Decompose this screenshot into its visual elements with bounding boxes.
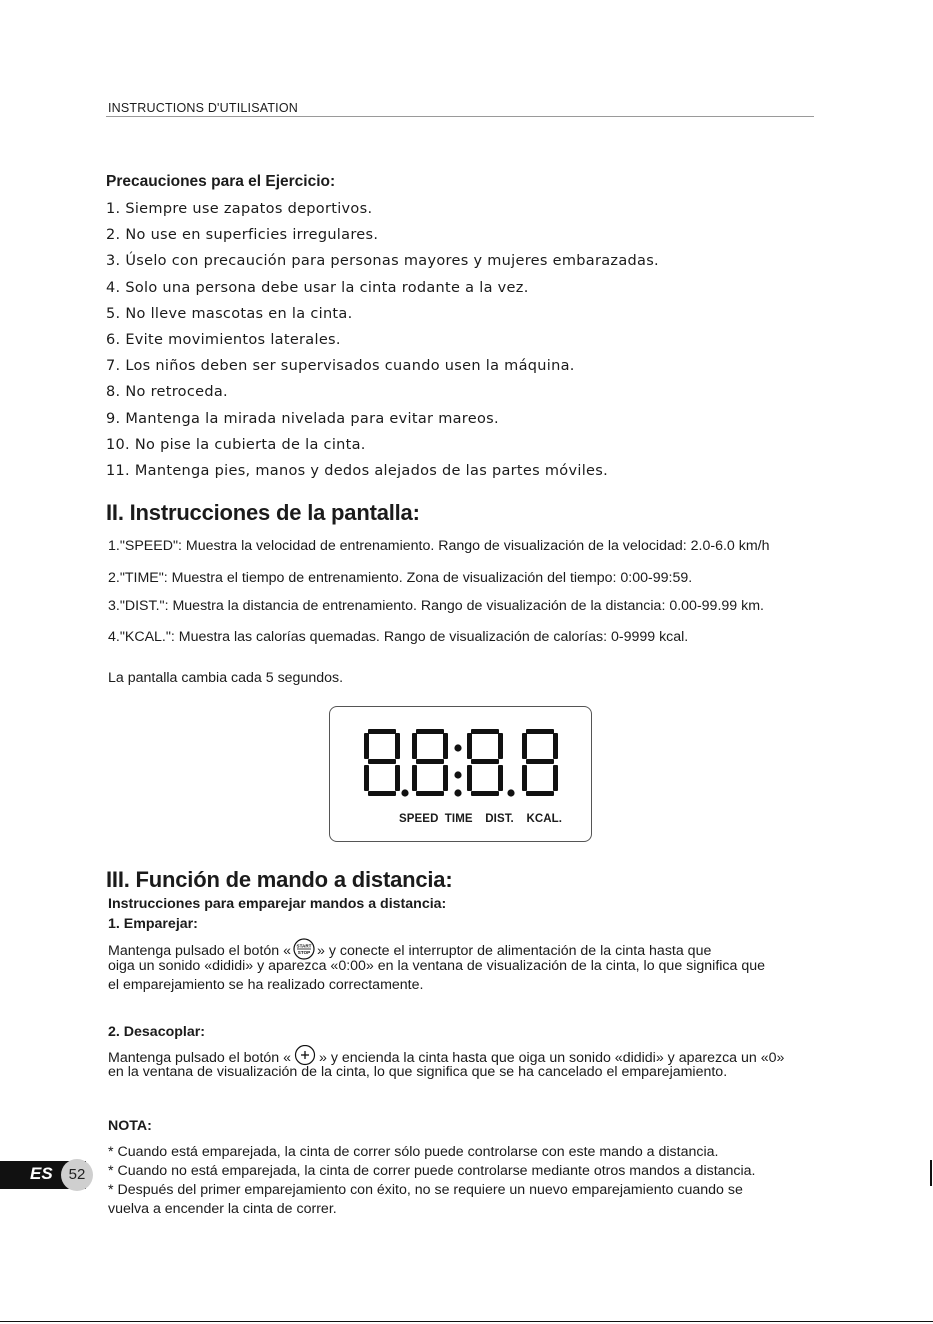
list-item: 10. No pise la cubierta de la cinta. bbox=[106, 436, 366, 453]
unpair-line-2: en la ventana de visualización de la cinta, lo que significa que se ha cancelado el emparejamiento. bbox=[108, 1064, 728, 1080]
display-section-heading: II. Instrucciones de la pantalla: bbox=[106, 500, 420, 525]
nota-list bbox=[108, 1143, 756, 1219]
list-item: * Después del primer emparejamiento con éxito, no se requiere un nuevo emparejamiento cuando se bbox=[108, 1182, 743, 1198]
display-item: 2."TIME": Muestra el tiempo de entrenamiento. Zona de visualización del tiempo: 0:00-99:59. bbox=[108, 570, 693, 586]
remote-subtitle: Instrucciones para emparejar mandos a distancia: bbox=[108, 896, 447, 912]
list-item: 5. No lleve mascotas en la cinta. bbox=[106, 305, 353, 322]
list-item: 11. Mantenga pies, manos y dedos alejados de las partes móviles. bbox=[106, 462, 609, 479]
unpair-text-a: Mantenga pulsado el botón « bbox=[108, 1050, 292, 1066]
running-header: INSTRUCTIONS D'UTILISATION bbox=[108, 101, 299, 115]
list-item: 9. Mantenga la mirada nivelada para evitar mareos. bbox=[106, 410, 499, 427]
display-item: 3."DIST.": Muestra la distancia de entrenamiento. Rango de visualización de la distancia: 0.00-99.99 km. bbox=[108, 598, 764, 614]
list-item: * Cuando está emparejada, la cinta de correr sólo puede controlarse con este mando a distancia. bbox=[108, 1144, 719, 1160]
lcd-seven-segment-digits bbox=[360, 726, 564, 802]
list-item: 6. Evite movimientos laterales. bbox=[106, 331, 341, 348]
remote-section-heading: III. Función de mando a distancia: bbox=[106, 867, 453, 892]
display-item: 4."KCAL.": Muestra las calorías quemadas. Rango de visualización de calorías: 0-9999 kcal. bbox=[108, 629, 689, 645]
list-item: * Cuando no está emparejada, la cinta de correr puede controlarse mediante otros mandos a distancia. bbox=[108, 1163, 756, 1179]
page-number: 52 bbox=[68, 1166, 86, 1183]
list-item: 7. Los niños deben ser supervisados cuando usen la máquina. bbox=[106, 358, 575, 375]
language-label: ES bbox=[30, 1164, 53, 1183]
unpair-text-b: » y encienda la cinta hasta que oiga un sonido «dididi» y aparezca un «0» bbox=[319, 1050, 785, 1066]
nota-heading: NOTA: bbox=[108, 1118, 152, 1134]
pair-text-a: Mantenga pulsado el botón « bbox=[108, 943, 292, 959]
pair-line-3: el emparejamiento se ha realizado correctamente. bbox=[108, 977, 424, 993]
start-icon-label: START bbox=[296, 943, 312, 949]
precautions-list bbox=[106, 198, 659, 486]
precautions-heading: Precauciones para el Ejercicio: bbox=[106, 173, 336, 190]
list-item: vuelva a encender la cinta de correr. bbox=[108, 1201, 337, 1217]
header-divider bbox=[106, 116, 814, 117]
list-item: 4. Solo una persona debe usar la cinta rodante a la vez. bbox=[106, 279, 529, 296]
pair-line-2: oiga un sonido «dididi» y aparezca «0:00» en la ventana de visualización de la cinta, lo que significa que bbox=[108, 958, 766, 974]
stop-icon-label: STOP bbox=[297, 950, 311, 956]
bottom-divider bbox=[0, 1321, 933, 1322]
list-item: 1. Siempre use zapatos deportivos. bbox=[106, 201, 373, 217]
list-item: 3. Úselo con precaución para personas mayores y mujeres embarazadas. bbox=[106, 253, 659, 270]
edge-marker bbox=[930, 1160, 932, 1186]
display-item: 1."SPEED": Muestra la velocidad de entrenamiento. Rango de visualización de la velocidad: 2.0-6.0 km/h bbox=[108, 538, 770, 554]
list-item: 2. No use en superficies irregulares. bbox=[106, 227, 379, 244]
list-item: 8. No retroceda. bbox=[106, 384, 228, 401]
lcd-labels: SPEED TIME DIST. KCAL. bbox=[399, 813, 563, 825]
unpair-heading: 2. Desacoplar: bbox=[108, 1024, 205, 1040]
pair-text-b: » y conecte el interruptor de alimentación de la cinta hasta que bbox=[317, 943, 712, 959]
display-note: La pantalla cambia cada 5 segundos. bbox=[108, 670, 344, 686]
pair-heading: 1. Emparejar: bbox=[108, 916, 198, 932]
